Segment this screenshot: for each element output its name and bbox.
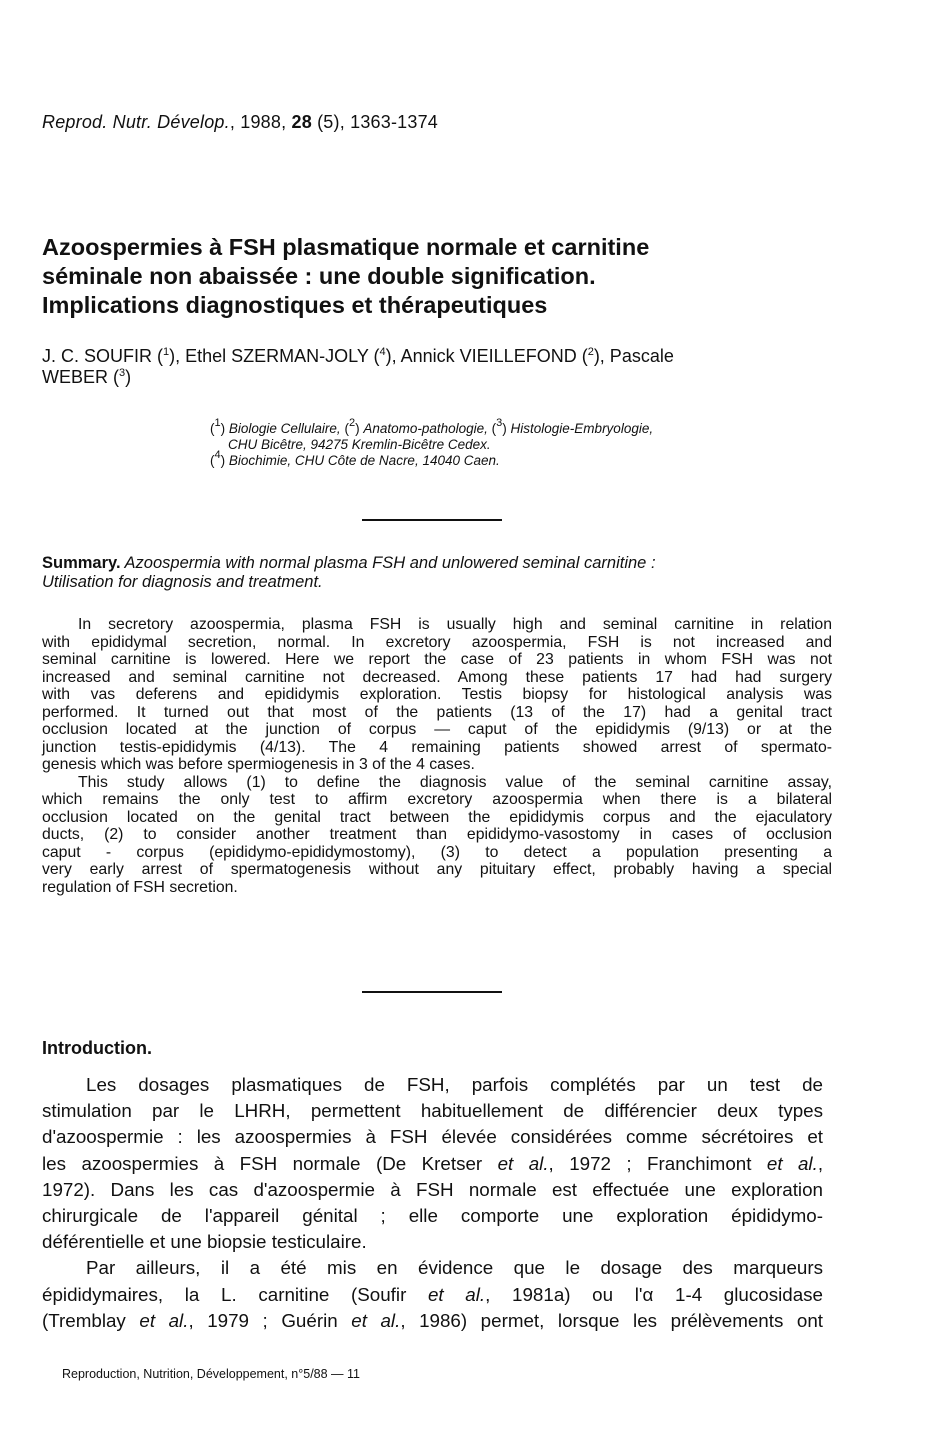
journal-citation: Reprod. Nutr. Dévelop., 1988, 28 (5), 1363-1374 bbox=[42, 112, 438, 132]
volume: 28 bbox=[291, 112, 312, 132]
divider-rule-top bbox=[362, 519, 502, 521]
section-heading-introduction: Introduction. bbox=[42, 1038, 152, 1058]
author-list: J. C. SOUFIR ($^1$), Ethel SZERMAN-JOLY ($^4$), Annick VIEILLEFOND ($^2$), Pascale WEBER ($^3$) bbox=[42, 346, 674, 387]
divider-rule-bottom bbox=[362, 991, 502, 993]
introduction-body: Les dosages plasmatiques de FSH, parfois complétés par un test de stimulation par le LHRH, permettent habituellement de différencier deux types d'azoospermie : les azoospermies à FSH élevée considérées comme sécrétoires et les azoospermies à FSH normale (De Kretser et al., 1972 ; Franchimont et al., 1972). Dans les cas d'azoospermie à FSH normale est effectuée une exploration chirurgicale de l'appareil génital ; elle comporte une exploration épididymo- déférentielle et une biopsie testiculaire. Par ailleurs, il a été mis en évidence que le dosage des marqueurs épididymaires, la L. carnitine (Soufir et al., 1981a) ou l'α 1-4 glucosidase (Tremblay et al., 1979 ; Guérin et al., 1986) permet, lorsque les prélèvements ont bbox=[42, 1074, 824, 1331]
abstract-text: In secretory azoospermia, plasma FSH is usually high and seminal carnitine in relation with epididymal secretion, normal. In excretory azoospermia, FSH is not increased and seminal carnitine is lowered. Here we report the case of 23 patients in whom FSH was not increased and seminal carnitine not decreased. Among these patients 17 had had surgery with vas deferens and epididymis exploration. Testis biopsy for histological analysis was performed. It turned out that most of the patients (13 of the 17) had a genital tract occlusion located at the junction of corpus — caput of the epididymis (9/13) or at the junction testis-epididymis (4/13). The 4 remaining patients showed arrest of spermato- genesis which was before spermiogenesis in 3 of the 4 cases. This study allows (1) to define the diagnosis value of the seminal carnitine assay, which remains the only test to affirm excretory azoospermia when there is a bilateral occlusion located on the genital tract between the epididymis corpus and the ejaculatory ducts, (2) to consider another treatment than epididymo-vasostomy in cases of occlusion caput - corpus (epididymo-epididymostomy), (3) to detect a population presenting a very early arrest of spermatogenesis without any pituitary effect, probably having a special regulation of FSH secretion. bbox=[42, 616, 832, 896]
page-footer: Reproduction, Nutrition, Développement, n°5/88 — 11 bbox=[62, 1367, 360, 1381]
article-title: Azoospermies à FSH plasmatique normale et carnitine séminale non abaissée : une double signification. Implications diagnostiques et thérapeutiques bbox=[42, 234, 650, 318]
journal-name: Reprod. Nutr. Dévelop. bbox=[42, 112, 230, 132]
summary-label: Summary. bbox=[42, 554, 121, 572]
affiliations: ($^1$) Biologie Cellulaire, ($^2$) Anatomo-pathologie, ($^3$) Histologie-Embryologie, CHU Bicêtre, 94275 Kremlin-Bicêtre Cedex. ($^4$) Biochimie, CHU Côte de Nacre, 14040 Caen. bbox=[210, 417, 654, 468]
summary-heading: Summary. Azoospermia with normal plasma FSH and unlowered seminal carnitine : Utilisation for diagnosis and treatment. bbox=[42, 554, 656, 591]
